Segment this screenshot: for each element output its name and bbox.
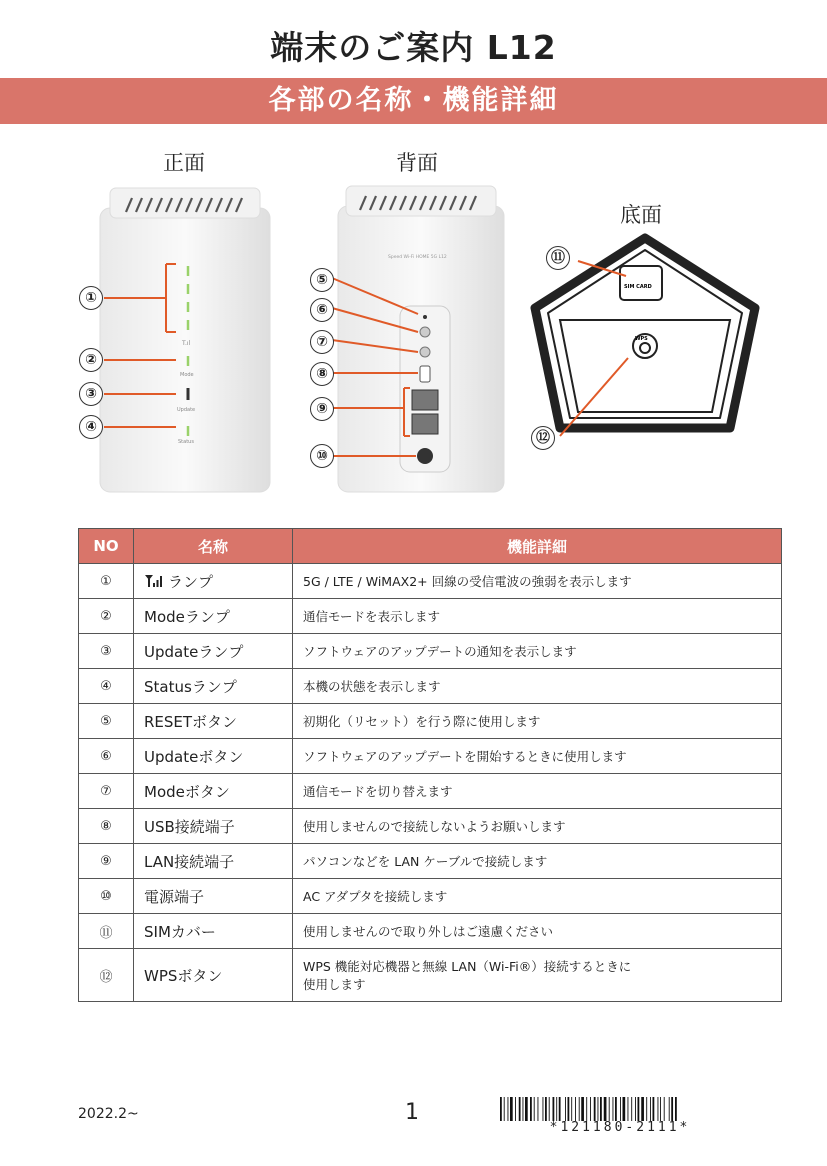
- callout-7: ⑦: [310, 330, 334, 354]
- row-name: USB接続端子: [134, 809, 293, 844]
- table-row: [79, 879, 782, 914]
- front-device-illustration: [70, 180, 290, 500]
- row-name: Modeボタン: [134, 774, 293, 809]
- row-name: Modeランプ: [134, 599, 293, 634]
- row-no: ②: [79, 599, 134, 634]
- callout-12: ⑫: [531, 426, 555, 450]
- row-name: Statusランプ: [134, 669, 293, 704]
- svg-text:SIM CARD: SIM CARD: [624, 284, 652, 290]
- table-row: [79, 949, 782, 1002]
- table-row: [79, 739, 782, 774]
- callout-6: ⑥: [310, 298, 334, 322]
- bottom-view-label: 底面: [620, 203, 662, 227]
- table-row: [79, 599, 782, 634]
- callout-3: ③: [79, 382, 103, 406]
- front-view-label: 正面: [163, 151, 205, 175]
- row-desc: 通信モードを表示します: [293, 599, 782, 634]
- row-no: ⑨: [79, 844, 134, 879]
- row-desc: ソフトウェアのアップデートを開始するときに使用します: [293, 739, 782, 774]
- svg-text:Status: Status: [178, 439, 194, 445]
- signal-strength-icon: [144, 573, 168, 591]
- section-banner: 各部の名称・機能詳細: [0, 78, 827, 124]
- row-desc: AC アダプタを接続します: [293, 879, 782, 914]
- page-number: 1: [405, 1100, 419, 1125]
- header-name: 名称: [134, 529, 293, 564]
- row-desc: 本機の状態を表示します: [293, 669, 782, 704]
- row-no: ⑤: [79, 704, 134, 739]
- row-name: WPSボタン: [134, 949, 293, 1002]
- row-no: ①: [79, 564, 134, 599]
- table-row: [79, 669, 782, 704]
- svg-text:Mode: Mode: [180, 372, 194, 378]
- table-header-row: [79, 529, 782, 564]
- row-no: ⑧: [79, 809, 134, 844]
- callout-8: ⑧: [310, 362, 334, 386]
- svg-text:Update: Update: [177, 407, 196, 413]
- row-desc: 使用しませんので取り外しはご遠慮ください: [293, 914, 782, 949]
- row-no: ⑫: [79, 949, 134, 1002]
- row-name: LAN接続端子: [134, 844, 293, 879]
- callout-2: ②: [79, 348, 103, 372]
- row-name: Updateランプ: [134, 634, 293, 669]
- row-desc: 5G / LTE / WiMAX2+ 回線の受信電波の強弱を表示します: [293, 564, 782, 599]
- row-desc: 通信モードを切り替えます: [293, 774, 782, 809]
- spec-table: [78, 528, 782, 1002]
- table-row: [79, 914, 782, 949]
- row-no: ③: [79, 634, 134, 669]
- callout-1: ①: [79, 286, 103, 310]
- row-desc: 使用しませんので接続しないようお願いします: [293, 809, 782, 844]
- row-name: RESETボタン: [134, 704, 293, 739]
- row-desc: ソフトウェアのアップデートの通知を表示します: [293, 634, 782, 669]
- table-row: [79, 634, 782, 669]
- row-desc: パソコンなどを LAN ケーブルで接続します: [293, 844, 782, 879]
- row-desc: 初期化（リセット）を行う際に使用します: [293, 704, 782, 739]
- page-title: 端末のご案内 L12: [270, 28, 557, 67]
- svg-text:T.ıl: T.ıl: [182, 340, 191, 347]
- svg-text:Speed Wi-Fi HOME 5G L12: Speed Wi-Fi HOME 5G L12: [388, 255, 447, 260]
- barcode-text: *121180-2111*: [549, 1120, 691, 1135]
- header-no: NO: [79, 529, 134, 564]
- footer-date: 2022.2~: [78, 1106, 139, 1122]
- row-no: ④: [79, 669, 134, 704]
- row-name: [134, 564, 293, 599]
- back-view-label: 背面: [396, 151, 438, 175]
- row-no: ⑦: [79, 774, 134, 809]
- row-name: 電源端子: [134, 879, 293, 914]
- row-no: ⑥: [79, 739, 134, 774]
- table-row: [79, 809, 782, 844]
- callout-10: ⑩: [310, 444, 334, 468]
- row-no: ⑪: [79, 914, 134, 949]
- header-desc: 機能詳細: [293, 529, 782, 564]
- table-row: [79, 774, 782, 809]
- table-row: [79, 704, 782, 739]
- svg-text:WPS: WPS: [635, 336, 648, 342]
- table-row: [79, 564, 782, 599]
- table-row: [79, 844, 782, 879]
- callout-4: ④: [79, 415, 103, 439]
- row-desc: WPS 機能対応機器と無線 LAN（Wi-Fi®）接続するときに 使用します: [293, 949, 782, 1002]
- row-name: SIMカバー: [134, 914, 293, 949]
- row-name: Updateボタン: [134, 739, 293, 774]
- row-name-text: ランプ: [168, 572, 214, 591]
- callout-5: ⑤: [310, 268, 334, 292]
- callout-9: ⑨: [310, 397, 334, 421]
- row-no: ⑩: [79, 879, 134, 914]
- callout-11: ⑪: [546, 246, 570, 270]
